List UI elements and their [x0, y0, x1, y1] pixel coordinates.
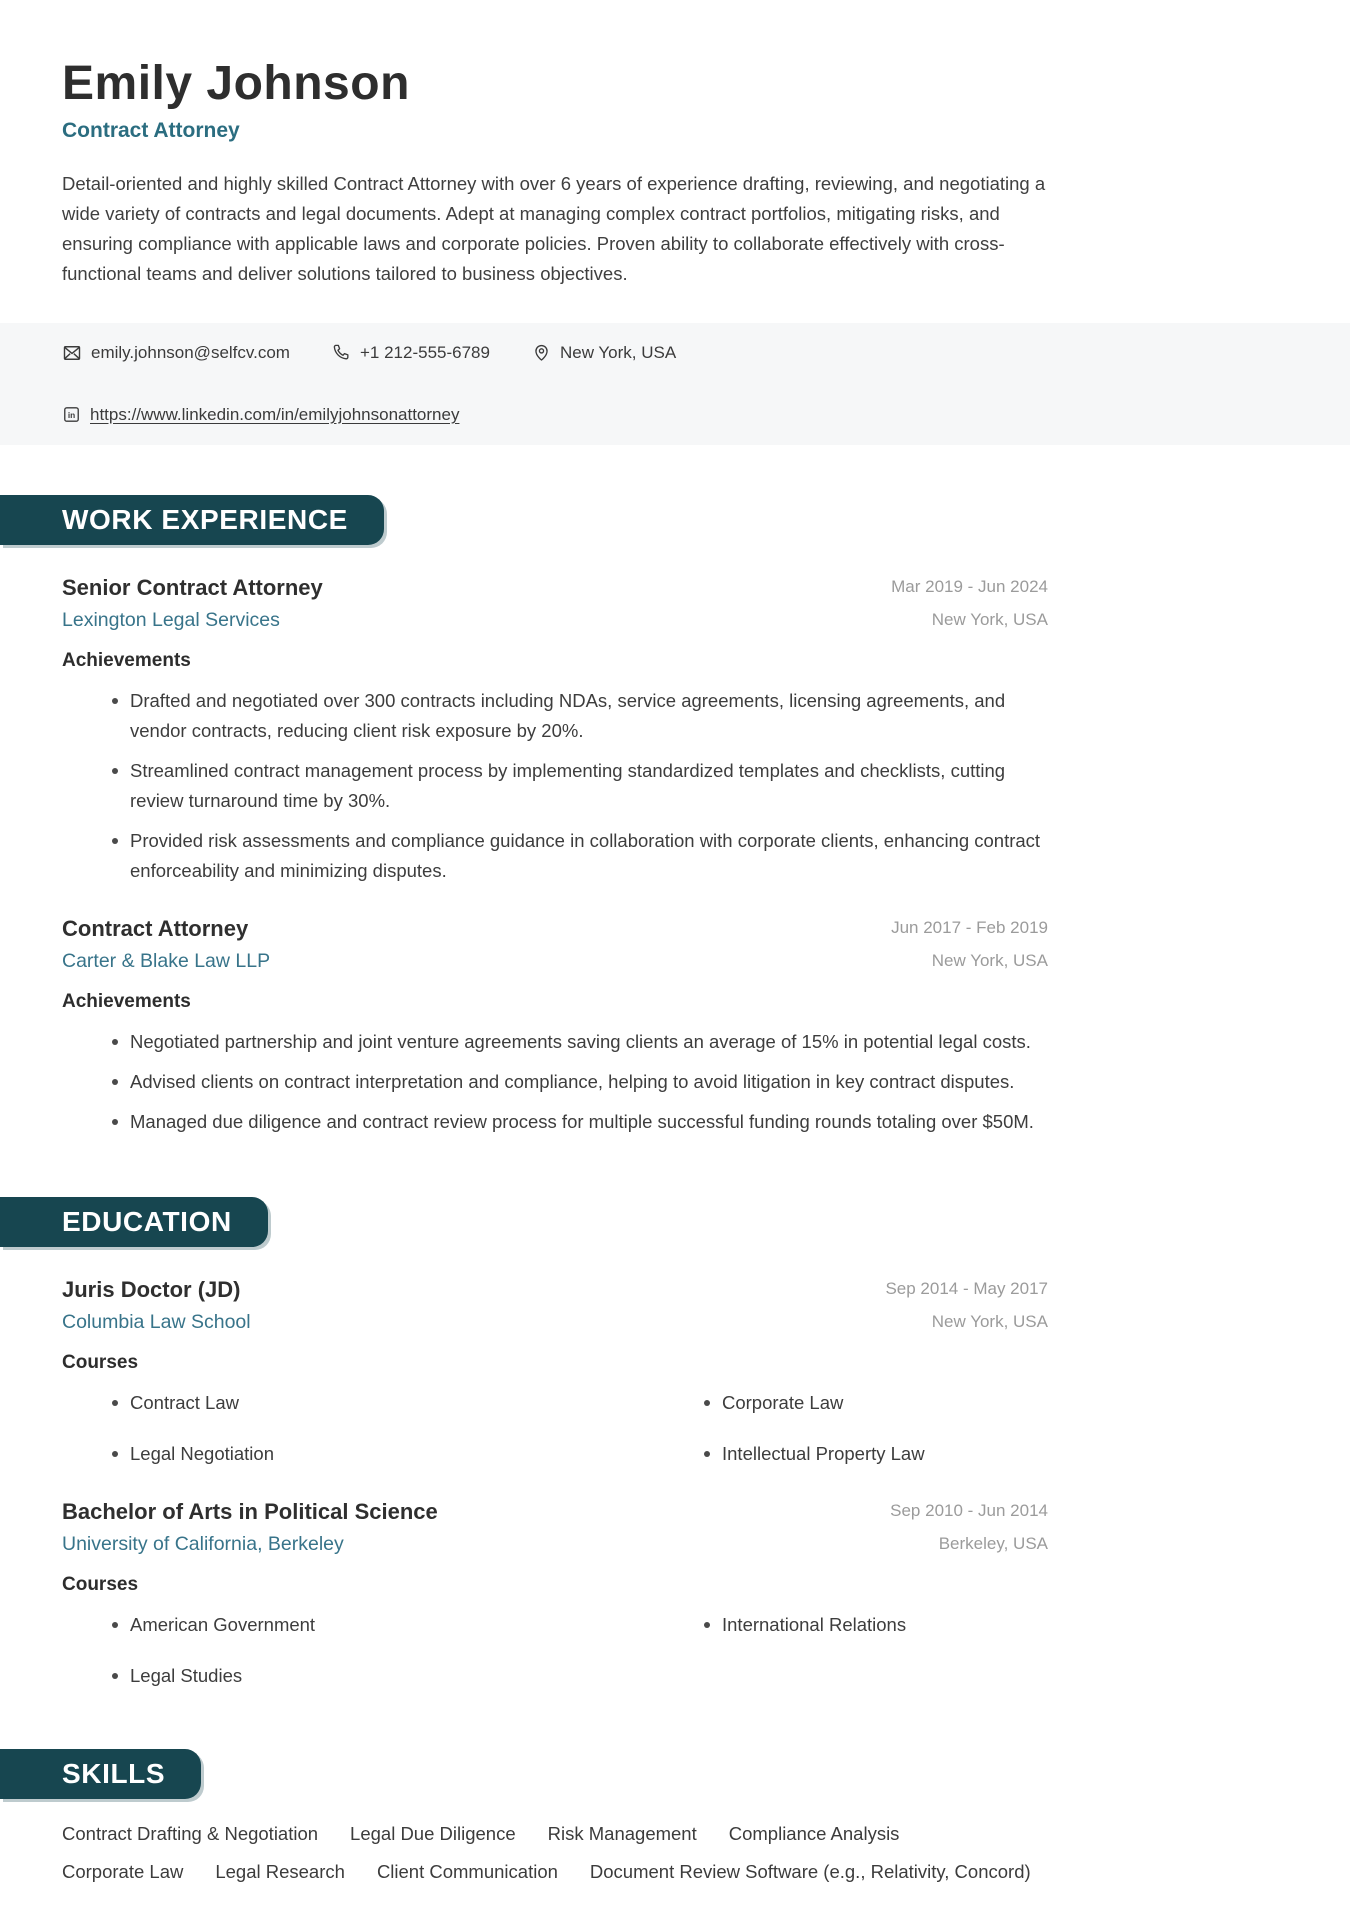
- education-section: [0, 1151, 1350, 1691]
- course-item: Intellectual Property Law: [654, 1439, 1048, 1469]
- location-pin-icon: [532, 343, 551, 362]
- achievements-list: [62, 686, 1048, 886]
- achievement-item: Provided risk assessments and compliance guidance in collaboration with corporate clients, enhancing contract enforceability and minimizing disputes.: [62, 826, 1048, 886]
- degree-title: Juris Doctor (JD): [62, 1276, 241, 1302]
- skill-item: Legal Due Diligence: [350, 1822, 516, 1844]
- svg-text:in: in: [67, 410, 76, 421]
- contact-location: [532, 343, 676, 363]
- job-dates: Jun 2017 - Feb 2019: [891, 917, 1048, 937]
- phone-icon: [332, 343, 351, 362]
- degree-location: Berkeley, USA: [938, 1533, 1048, 1553]
- skill-item: Client Communication: [376, 1860, 558, 1882]
- achievements-label: Achievements: [62, 990, 191, 1012]
- contact-phone-value: +1 212-555-6789: [359, 342, 490, 362]
- job-company: Carter & Blake Law LLP: [62, 949, 271, 972]
- job-company: Lexington Legal Services: [62, 608, 280, 631]
- work-experience-banner: WORK EXPERIENCE: [0, 495, 384, 545]
- courses-label: Courses: [62, 1573, 139, 1595]
- skill-item: Corporate Law: [62, 1860, 184, 1882]
- job-location: New York, USA: [931, 950, 1048, 970]
- achievement-item: Drafted and negotiated over 300 contracts including NDAs, service agreements, licensing agreements, and vendor contracts, reducing client risk exposure by 20%.: [62, 686, 1048, 746]
- education-banner: EDUCATION: [0, 1197, 268, 1247]
- degree-entry-jd: [0, 1277, 1350, 1469]
- linkedin-icon: [62, 405, 81, 424]
- skills-banner: SKILLS: [0, 1749, 201, 1799]
- course-item: Legal Negotiation: [62, 1439, 654, 1469]
- skill-item: Compliance Analysis: [728, 1822, 900, 1844]
- courses-list: [62, 1610, 1048, 1691]
- contact-bar: [0, 323, 1350, 445]
- course-item: Legal Studies: [62, 1661, 654, 1691]
- contact-location-value: New York, USA: [559, 342, 677, 362]
- contact-email-value: emily.johnson@selfcv.com: [91, 342, 290, 362]
- profile-summary: Detail-oriented and highly skilled Contract Attorney with over 6 years of experience drafting, reviewing, and negotiating a wide variety of contracts and legal documents. Adept at managing complex contract portfolios, mitigating risks, and ensuring compliance with applicable laws and corporate policies. Proven ability to collaborate effectively with cross-functional teams and deliver solutions tailored to business objectives.: [62, 173, 1046, 284]
- contact-linkedin: [62, 405, 459, 425]
- skill-item: Contract Drafting & Negotiation: [62, 1822, 319, 1844]
- job-entry-senior-contract-attorney: [0, 575, 1350, 886]
- resume-header: [0, 0, 1350, 289]
- degree-dates: Sep 2014 - May 2017: [885, 1278, 1048, 1298]
- job-title: Senior Contract Attorney: [62, 574, 323, 600]
- job-entry-contract-attorney: [0, 916, 1350, 1137]
- contact-email: [62, 343, 290, 363]
- degree-dates: Sep 2010 - Jun 2014: [890, 1500, 1048, 1520]
- contact-phone: [332, 343, 490, 363]
- person-name: Emily Johnson: [62, 57, 410, 110]
- job-location: New York, USA: [931, 609, 1048, 629]
- courses-label: Courses: [62, 1351, 139, 1373]
- courses-list: [62, 1388, 1048, 1469]
- achievement-item: Advised clients on contract interpretation and compliance, helping to avoid litigation in key contract disputes.: [62, 1067, 1048, 1097]
- degree-title: Bachelor of Arts in Political Science: [62, 1498, 438, 1524]
- person-title: Contract Attorney: [62, 119, 240, 142]
- linkedin-link[interactable]: https://www.linkedin.com/in/emilyjohnsonattorney: [90, 404, 460, 424]
- degree-school: Columbia Law School: [62, 1310, 251, 1333]
- job-title: Contract Attorney: [62, 915, 249, 941]
- achievements-label: Achievements: [62, 649, 191, 671]
- course-item: International Relations: [654, 1610, 1048, 1640]
- course-item: Contract Law: [62, 1388, 654, 1418]
- achievement-item: Managed due diligence and contract review process for multiple successful funding rounds totaling over $50M.: [62, 1107, 1048, 1137]
- achievement-item: Negotiated partnership and joint venture agreements saving clients an average of 15% in potential legal costs.: [62, 1027, 1048, 1057]
- skill-item: Document Review Software (e.g., Relativity, Concord): [589, 1860, 1031, 1882]
- envelope-icon: [62, 343, 82, 363]
- skill-item: Legal Research: [215, 1860, 345, 1882]
- skills-section: [0, 1705, 1350, 1883]
- work-experience-section: [0, 459, 1350, 1137]
- degree-entry-ba: [0, 1499, 1350, 1691]
- degree-school: University of California, Berkeley: [62, 1532, 344, 1555]
- degree-location: New York, USA: [931, 1311, 1048, 1331]
- course-item: American Government: [62, 1610, 654, 1640]
- achievement-item: Streamlined contract management process by implementing standardized templates and checklists, cutting review turnaround time by 30%.: [62, 756, 1048, 816]
- job-dates: Mar 2019 - Jun 2024: [891, 576, 1048, 596]
- achievements-list: [62, 1027, 1048, 1137]
- skills-list: [0, 1823, 1350, 1883]
- skill-item: Risk Management: [547, 1822, 697, 1844]
- course-item: Corporate Law: [654, 1388, 1048, 1418]
